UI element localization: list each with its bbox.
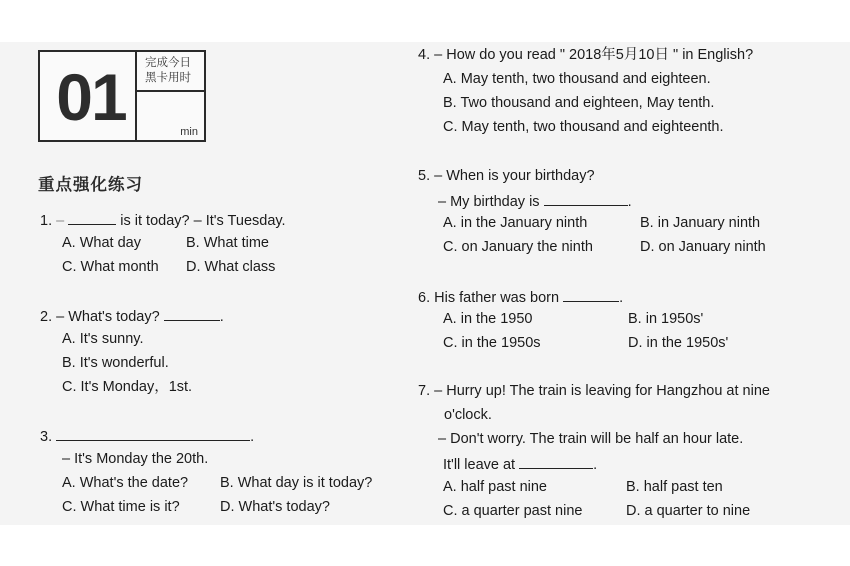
question-text: – What's today? (56, 309, 160, 325)
option-c: C. on January the ninth (443, 239, 593, 255)
option-d: D. on January ninth (640, 239, 766, 255)
reply-text: – My birthday is (438, 194, 540, 210)
question-number: 3. (40, 429, 53, 445)
question-text: – Hurry up! The train is leaving for Hangzhou at nine (434, 383, 770, 399)
header-caption-line1: 完成今日 (145, 57, 191, 69)
question-2-stem: 2. – What's today? . (40, 306, 224, 326)
option-b: B. It's wonderful. (62, 355, 169, 371)
question-5-stem (418, 167, 595, 185)
option-d: D. What class (186, 259, 276, 275)
timer-header-box (38, 50, 206, 142)
option-b: B. What day is it today? (220, 475, 373, 491)
exercise-number: 01 (56, 60, 126, 134)
dialog-dash: – (56, 213, 65, 229)
answer-blank (56, 426, 250, 441)
question-text: His father was born (434, 290, 560, 306)
answer-blank (68, 210, 116, 225)
option-c: C. What month (62, 259, 159, 275)
option-c: C. May tenth, two thousand and eighteenth. (443, 119, 724, 135)
option-b: B. What time (186, 235, 269, 251)
option-c: C. It's Monday，1st. (62, 379, 193, 395)
question-text: – How do you read " 2018年5月10日 " in English? (434, 47, 754, 63)
question-7-stem-line2: o'clock. (444, 407, 492, 423)
question-number: 6. (418, 290, 431, 306)
option-a: A. half past nine (443, 479, 547, 495)
question-text: is it today? (120, 213, 190, 229)
question-7-stem (418, 382, 770, 400)
time-unit-label: min (180, 126, 198, 138)
question-7-reply-line2: It'll leave at . (443, 454, 597, 474)
question-1-stem (40, 210, 286, 230)
question-number: 1. (40, 213, 53, 229)
header-divider-vertical (135, 52, 137, 140)
question-4-stem (418, 46, 753, 64)
option-a: A. What day (62, 235, 141, 251)
reply-text: – Don't worry. The train will be half an hour late. (438, 431, 744, 447)
option-a: A. in the 1950 (443, 311, 533, 327)
question-number: 2. (40, 309, 53, 325)
header-divider-horizontal (135, 90, 204, 92)
section-title: 重点强化练习 (38, 176, 143, 194)
header-caption-line2: 黑卡用时 (145, 72, 191, 84)
reply-text: It'll leave at (443, 457, 516, 473)
question-3-stem: 3. . (40, 426, 254, 446)
question-number: 7. (418, 383, 431, 399)
question-number: 4. (418, 47, 431, 63)
option-b: B. half past ten (626, 479, 723, 495)
option-b: B. Two thousand and eighteen, May tenth. (443, 95, 715, 111)
option-a: A. What's the date? (62, 475, 189, 491)
question-number: 5. (418, 168, 431, 184)
option-d: D. What's today? (220, 499, 330, 515)
answer-blank (164, 306, 220, 321)
header-caption (145, 56, 191, 86)
option-d: D. a quarter to nine (626, 503, 751, 519)
option-a: A. It's sunny. (62, 331, 144, 347)
reply-text: – It's Tuesday. (193, 213, 286, 229)
question-text: – When is your birthday? (434, 168, 595, 184)
answer-blank (563, 287, 619, 302)
option-a: A. in the January ninth (443, 215, 588, 231)
option-a: A. May tenth, two thousand and eighteen. (443, 71, 711, 87)
question-6-stem: 6. His father was born . (418, 287, 623, 307)
option-c: C. a quarter past nine (443, 503, 583, 519)
option-d: D. in the 1950s' (628, 335, 729, 351)
option-c: C. in the 1950s (443, 335, 541, 351)
question-5-reply: – My birthday is . (438, 191, 632, 211)
option-c: C. What time is it? (62, 499, 180, 515)
reply-text: – It's Monday the 20th. (62, 451, 209, 467)
option-b: B. in 1950s' (628, 311, 704, 327)
answer-blank (544, 191, 628, 206)
answer-blank (519, 454, 593, 469)
option-b: B. in January ninth (640, 215, 761, 231)
